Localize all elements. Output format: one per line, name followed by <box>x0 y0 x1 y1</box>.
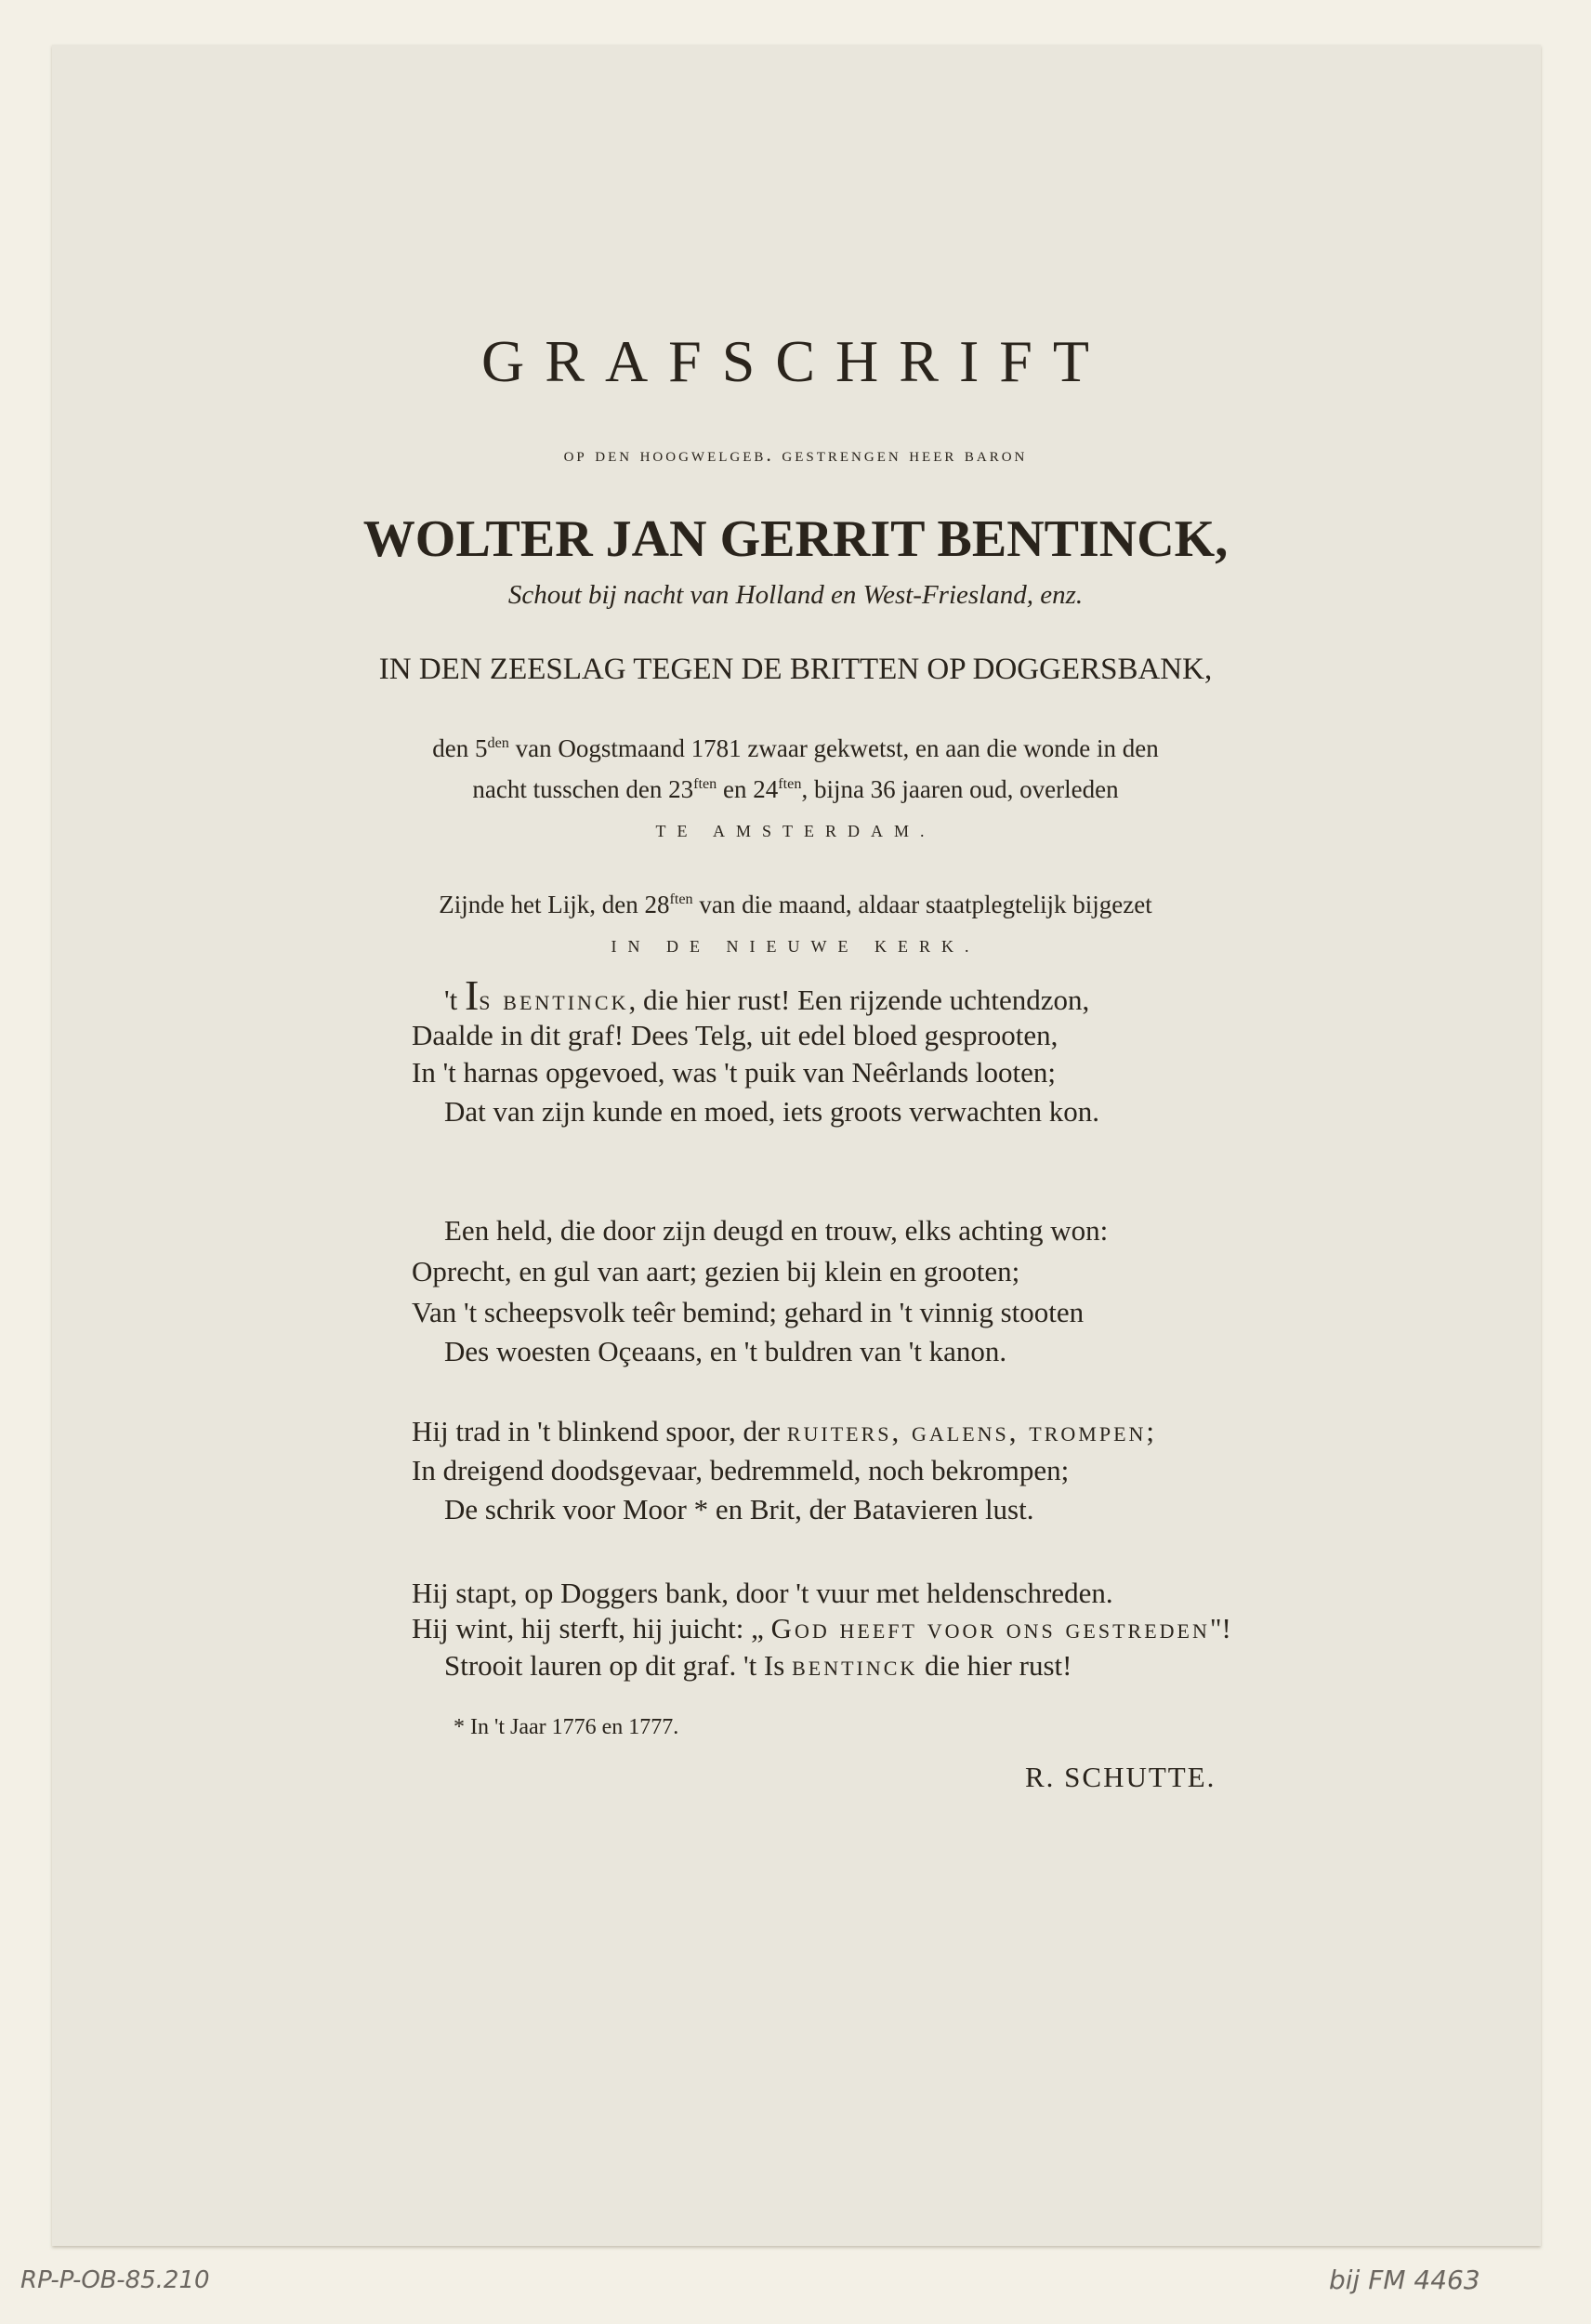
poem-line: Des woesten Oçeaans, en 't buldren van 't kanon. <box>444 1335 1007 1367</box>
place-line: TE AMSTERDAM. <box>655 822 936 840</box>
poem-line: In 't harnas opgevoed, was 't puik van Neêrlands looten; <box>412 1056 1056 1089</box>
poem-line: De schrik voor Moor * en Brit, der Batavieren lust. <box>444 1493 1034 1525</box>
subtitle: op den hoogwelgeb. gestrengen heer baron <box>563 442 1028 466</box>
poem-line: Oprecht, en gul van aart; gezien bij klein en grooten; <box>412 1255 1020 1287</box>
poem-line: Dat van zijn kunde en moed, iets groots verwachten kon. <box>444 1095 1100 1128</box>
honoree-name: WOLTER JAN GERRIT BENTINCK, <box>362 510 1229 568</box>
reference-note: bij FM 4463 <box>1329 2265 1480 2295</box>
poem-line: 't Is bentinck, die hier rust! Een rijzende uchtendzon, <box>444 971 1090 1019</box>
poem-line: In dreigend doodsgevaar, bedremmeld, noch bekrompen; <box>412 1454 1070 1486</box>
poem-line: Daalde in dit graf! Dees Telg, uit edel bloed gesprooten, <box>412 1019 1058 1051</box>
death-line: nacht tusschen den $23^{ften}$ en $24^{ften}$, bijna 36 jaaren oud, overleden <box>472 775 1119 803</box>
battle-line: IN DEN ZEESLAG TEGEN DE BRITTEN OP DOGGERSBANK, <box>378 653 1213 686</box>
wounded-line: den $5^{den}$ van Oogstmaand 1781 zwaar gekwetst, en aan die wonde in den <box>432 734 1159 762</box>
poem-line: Strooit lauren op dit graf. 't Is bentinck die hier rust! <box>444 1649 1072 1682</box>
poem-line: Hij stapt, op Doggers bank, door 't vuur met heldenschreden. <box>412 1577 1113 1609</box>
inventory-number: RP-P-OB-85.210 <box>20 2266 210 2294</box>
poem-line: Hij wint, hij sterft, hij juicht: „ God heeft voor ons gestreden"! <box>412 1612 1231 1644</box>
poem-line: Hij trad in 't blinkend spoor, der ruiters, galens, trompen; <box>412 1415 1155 1447</box>
author-signature: R. SCHUTTE. <box>1025 1761 1216 1793</box>
honoree-role: Schout bij nacht van Holland en West-Friesland, enz. <box>507 580 1084 610</box>
footnote: * In 't Jaar 1776 en 1777. <box>454 1715 679 1739</box>
church-line: IN DE NIEUWE KERK. <box>611 937 980 956</box>
burial-line: Zijnde het Lijk, den $28^{ften}$ van die maand, aldaar staatplegtelijk bijgezet <box>439 891 1152 918</box>
document-title: GRAFSCHRIFT <box>481 328 1110 394</box>
poem-line: Van 't scheepsvolk teêr bemind; gehard in 't vinnig stooten <box>412 1296 1085 1328</box>
poem-line: Een held, die door zijn deugd en trouw, elks achting won: <box>444 1214 1109 1247</box>
